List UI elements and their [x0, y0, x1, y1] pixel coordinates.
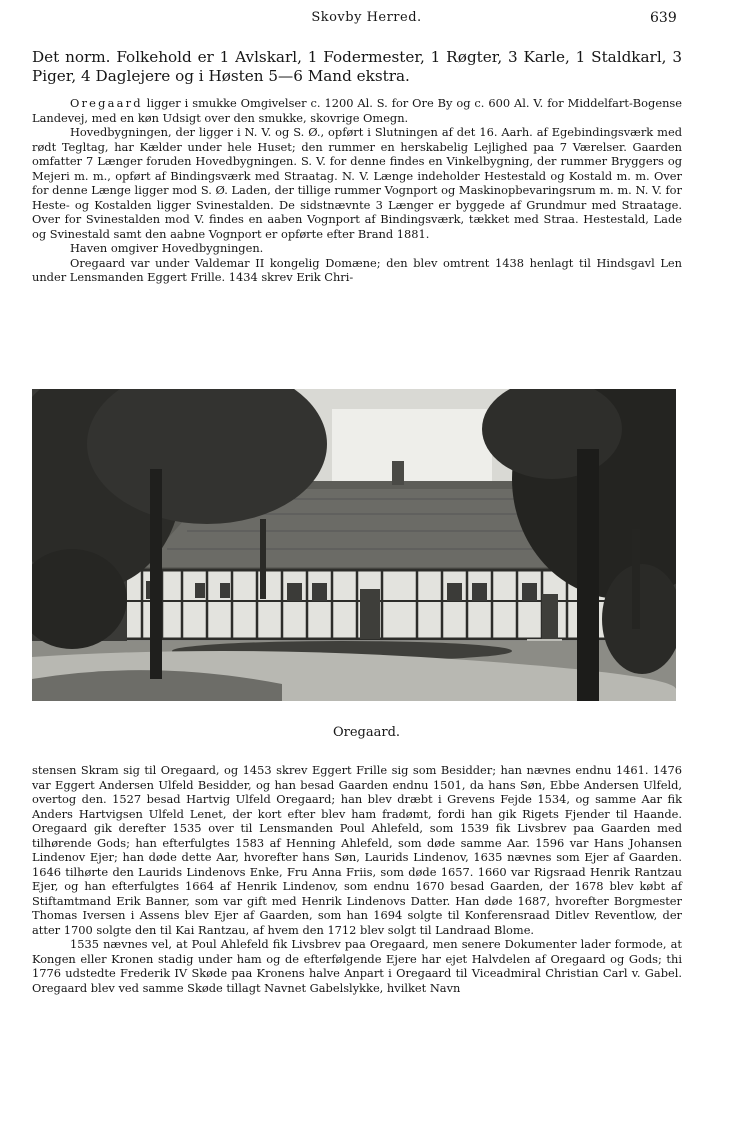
running-header: Skovby Herred.	[311, 10, 422, 25]
paragraph-history-start: Oregaard var under Valdemar II kongelig Domæne; den blev omtrent 1438 henlagt til Hindsgavl Len under Lensmanden Eggert Frille. 1434 skrev Erik Chri-	[32, 255, 682, 284]
paragraph-ownership-history: stensen Skram sig til Oregaard, og 1453 skrev Eggert Frille sig som Besidder; han nævnes endnu 1461. 1476 var Eggert Andersen Ulfeld Besidder, og han besad Gaarden endnu 1501, da hans Søn, Ebbe Andersen Ulfeld, overtog den. 1527 besad Hartvig Ulfeld Oregaard; han blev dræbt i Grevens Fejde 1534, og samme Aar fik Anders Hartvigsen Ulfeld Lenet, der kort efter blev ham fradømt, fordi han gik Rigets Fjender til Haande. Oregaard gik derefter 1535 over til Lensmanden Poul Ahlefeld, som 1539 fik Livsbrev paa Gaarden med tilhørende Gods; han efterfulgtes 1583 af Henning Ahlefeld, som døde samme Aar. 1596 var Hans Johansen Lindenov Ejer; han døde dette Aar, hvorefter hans Søn, Laurids Lindenov, 1635 nævnes som Ejer af Gaarden. 1646 tilhørte den Laurids Lindenovs Enke, Fru Anna Friis, som døde 1657. 1660 var Rigsraad Henrik Rantzau Ejer, og han efterfulgtes 1664 af Henrik Lindenov, som endnu 1670 besad Gaarden, der 1678 blev købt af Stiftamtmand Erik Banner, som var gift med Henrik Lindenovs Datter. Han døde 1687, hvorefter Borgmester Thomas Iversen i Assens blev Ejer af Gaarden, som han 1694 solgte til Konferensraad Ditlev Reventlow, der atter 1700 solgte den til Kai Rantzau, af hvem den 1712 blev solgt til Landraad Blome.	[32, 763, 682, 937]
page-number: 639	[650, 10, 677, 26]
text-block-upper	[32, 96, 682, 285]
photo-caption: Oregaard.	[332, 725, 401, 740]
text-block-lower	[32, 763, 682, 995]
photo-drawing	[32, 389, 676, 701]
paragraph-crown-share: 1535 nævnes vel, at Poul Ahlefeld fik Livsbrev paa Oregaard, men senere Dokumenter lader formode, at Kongen eller Kronen stadig under ham og de efterfølgende Ejere har ejet Halvdelen af Oregaard og Gods; thi 1776 udstedte Frederik IV Skøde paa Kronens halve Anpart i Oregaard til Viceadmiral Christian Carl v. Gabel. Oregaard blev ved samme Skøde tillagt Navnet Gabelslykke, hvilket Navn	[32, 937, 682, 995]
estate-name-spaced: Oregaard	[70, 96, 143, 110]
paragraph-location	[32, 96, 682, 125]
intro-paragraph: Det norm. Folkehold er 1 Avlskarl, 1 Fodermester, 1 Røgter, 3 Karle, 1 Staldkarl, 3 Piger, 4 Daglejere og i Høsten 5—6 Mand ekstra.	[32, 48, 682, 85]
paragraph-garden: Haven omgiver Hovedbygningen.	[70, 241, 264, 255]
paragraph-main-building: Hovedbygningen, der ligger i N. V. og S. Ø., opført i Slutningen af det 16. Aarh. af Egebindingsværk med rødt Tegltag, har Kælder under hele Huset; den rummer en herskabelig Lejlighed paa 7 Værelser. Gaarden omfatter 7 Længer foruden Hovedbygningen. S. V. for denne findes en Vinkelbygning, der rummer Bryggers og Mejeri m. m., opført af Bindingsværk med Straatag. N. V. Længe indeholder Hestestald og Kostald m. m. Over for denne Længe ligger mod S. Ø. Laden, der tillige rummer Vognport og Maskinopbevaringsrum m. m. N. V. for Heste- og Kostalden ligger Svinestalden. De sidstnævnte 3 Længer er byggede af Grundmur med Straatage. Over for Svinestalden mod V. findes en aaben Vognport af Bindingsværk, tækket med Straa. Hestestald, Lade og Svinestald samt den aabne Vognport er opførte efter Brand 1881.	[32, 125, 682, 241]
paragraph-location-text: ligger i smukke Omgivelser c. 1200 Al. S. for Ore By og c. 600 Al. V. for Middelfart-Bogense Landevej, med en køn Udsigt over den smukke, skovrige Omegn.	[32, 96, 682, 125]
estate-photograph	[32, 389, 676, 701]
